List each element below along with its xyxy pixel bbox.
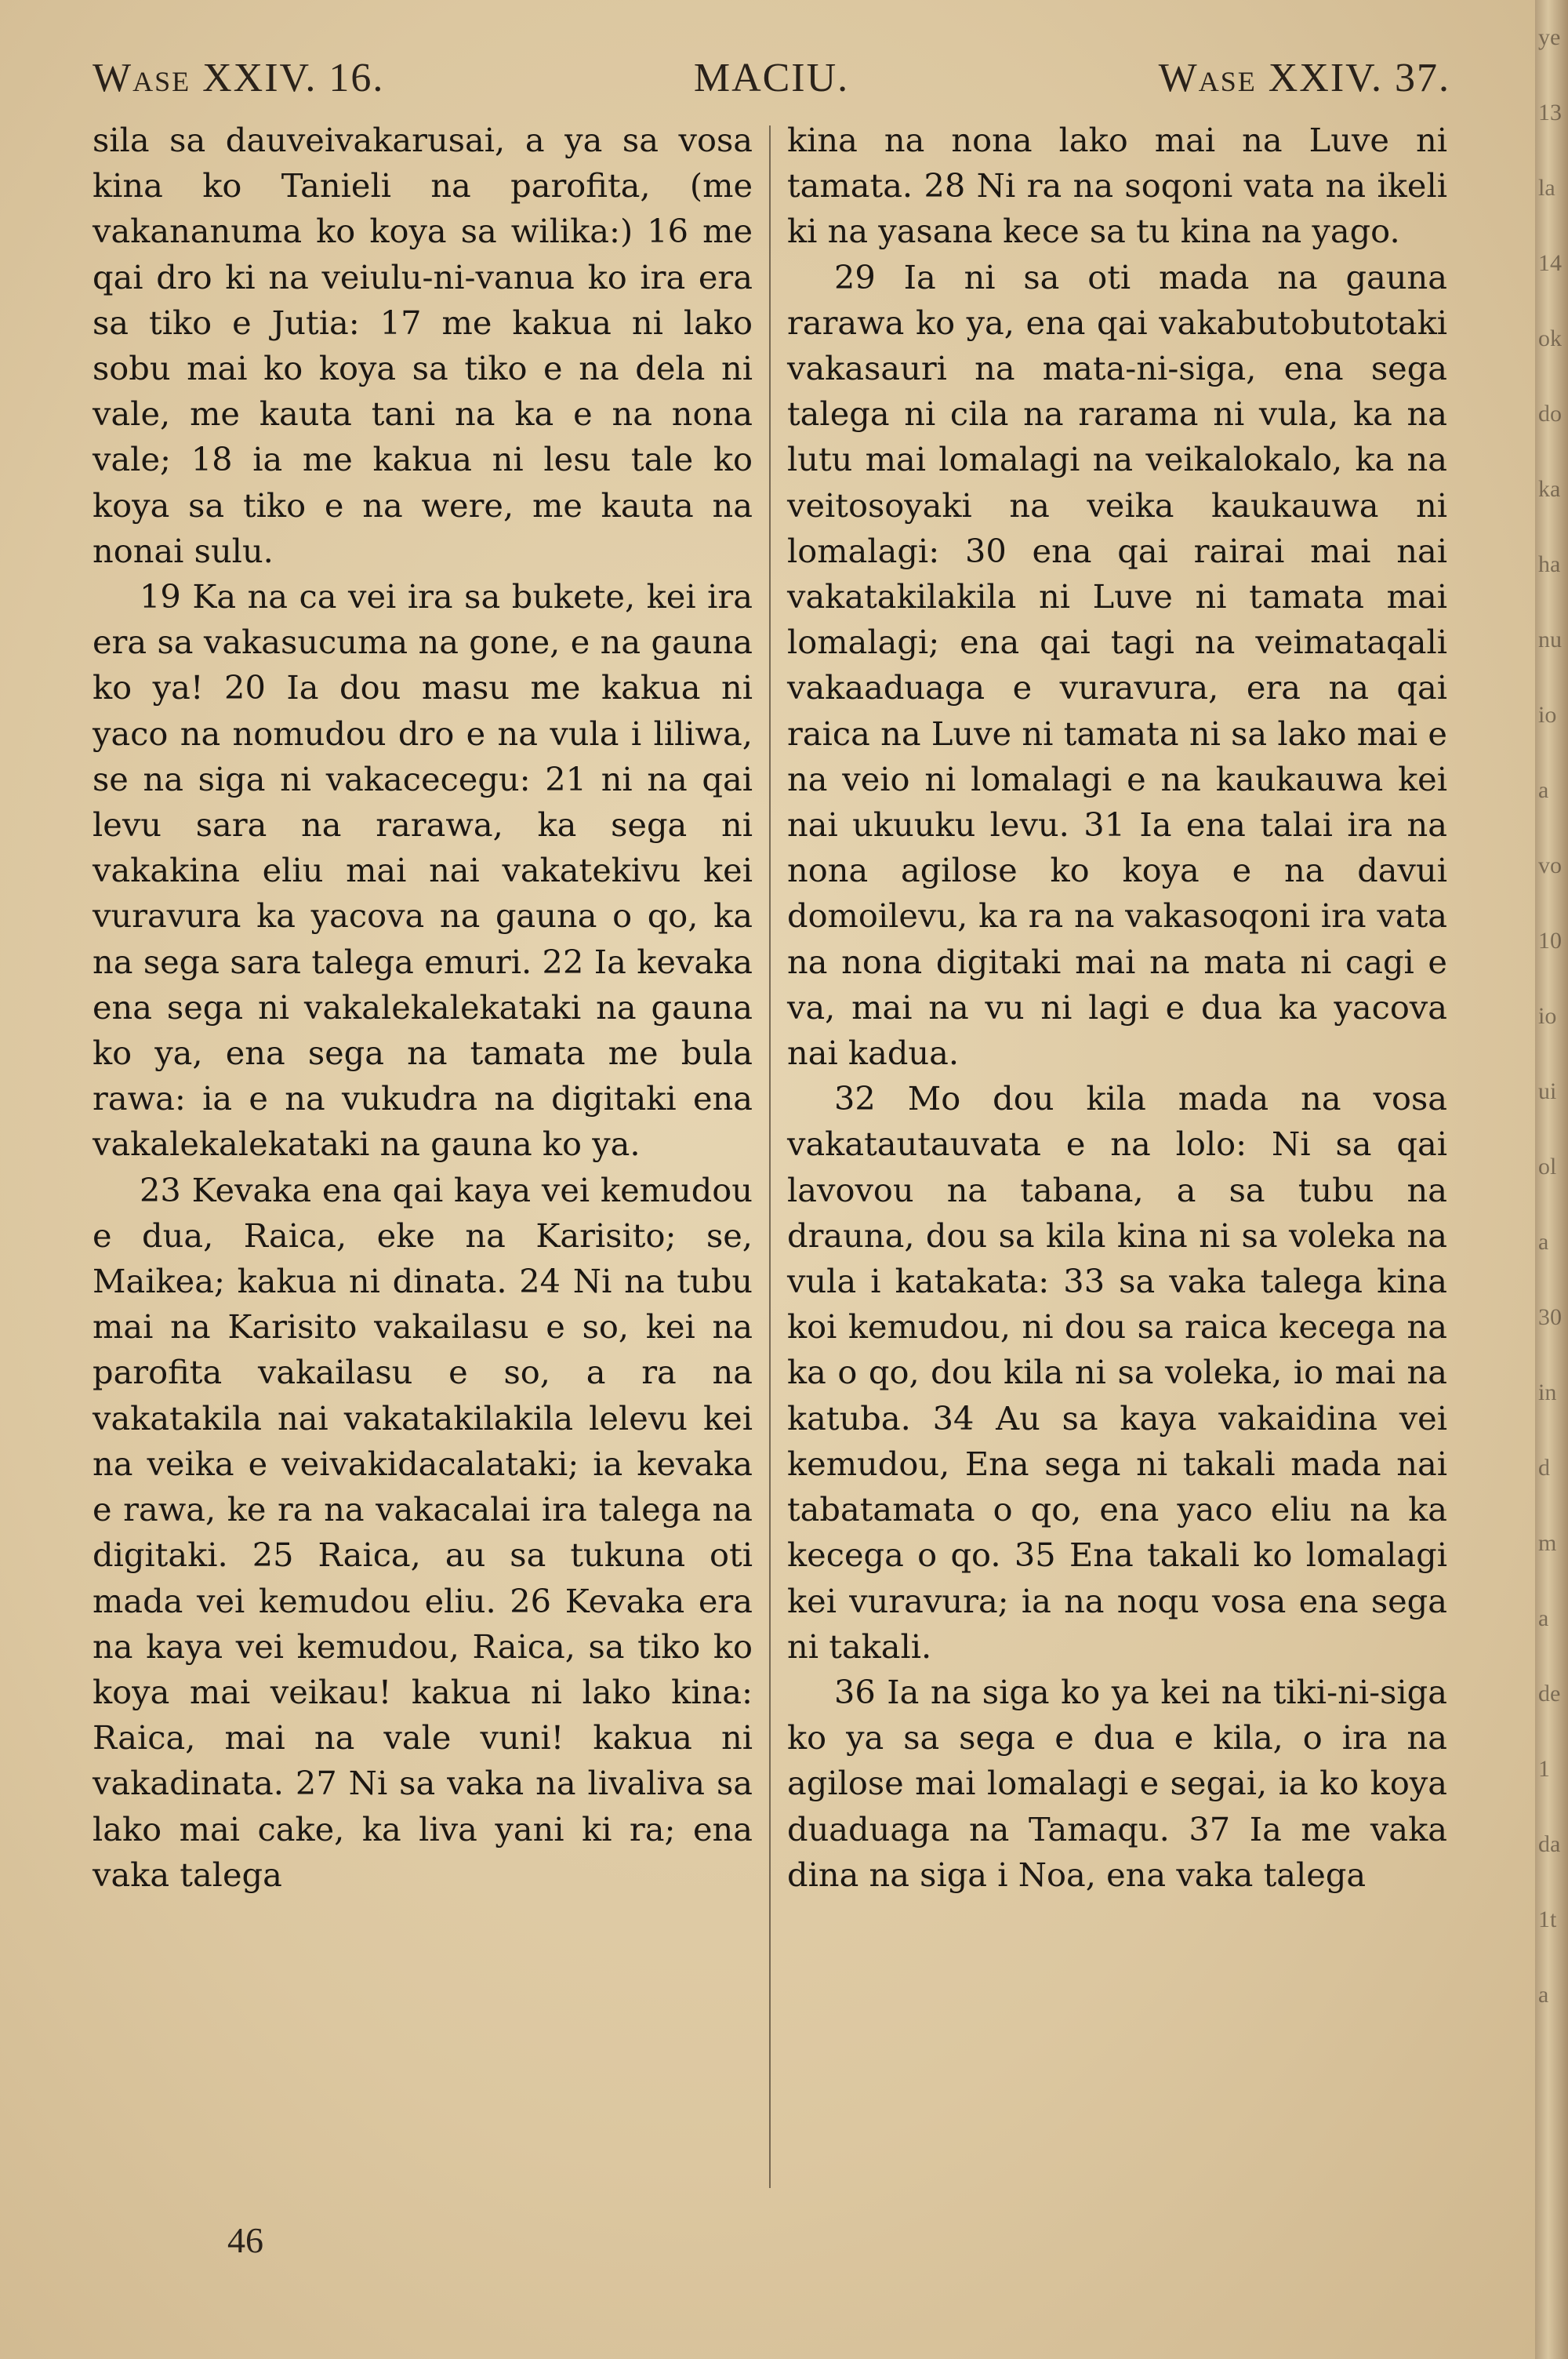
header-left: Wase XXIV. 16. (93, 56, 385, 100)
header-book-title: MACIU. (693, 56, 850, 100)
adjacent-page-text: ye 13 la 14 ok do ka ha nu io a vo 10 io ui ola 30 ind m a de 1 da 1ta (1538, 24, 1562, 2008)
right-column (787, 118, 1447, 1898)
paragraph: 36 Ia na siga ko ya kei na tiki-ni-siga ko ya sa sega e dua e kila, o ira na agilose mai lomalagi e segai, ia ko koya duaduaga na Tamaqu. 37 Ia me vaka dina na siga i Noa, ena vaka talega (787, 1672, 1447, 1894)
column-divider (769, 125, 771, 2188)
paragraph: 23 Kevaka ena qai kaya vei kemudou e dua, Raica, eke na Karisito; se, Maikea; kakua ni dinata. 24 Ni na tubu mai na Karisito vakailasu e so, kei na parofita vakailasu e so, a ra na vakatakila nai vakatakilakila lelevu kei na veika e veivakidacalataki; ia kevaka e rawa, ke ra na vakacalai ira talega na digitaki. 25 Raica, au sa tukuna oti mada vei kemudou eliu. 26 Kevaka era na kaya vei kemudou, Raica, sa tiko ko koya mai veikau! kakua ni lako kina: Raica, mai na vale vuni! kakua ni vakadinata. 27 Ni sa vaka na livaliva sa lako mai cake, ka liva yani ki ra; ena vaka talega (93, 1170, 753, 1894)
running-header (93, 55, 1450, 110)
paragraph: 29 Ia ni sa oti mada na gauna rarawa ko ya, ena qai vakabutobutotaki vakasauri na mata-ni-siga, ena sega talega ni cila na rarama ni vula, ka na lutu mai lomalagi na veikalokalo, ka na veitosoyaki na veika kaukauwa ni lomalagi: 30 ena qai rairai mai nai vakatakilakila ni Luve ni tamata mai lomalagi; ena qai tagi na veimataqali vakaaduaga e vuravura, era na qai raica na Luve ni tamata ni sa lako mai e na veio ni lomalagi e na kaukauwa kei nai ukuuku levu. 31 Ia ena talai ira na nona agilose ko koya e na davui domoilevu, ka ra na vakasoqoni ira vata na nona digitaki mai na mata ni cagi e va, mai na vu ni lagi e dua ka yacova nai kadua. (787, 257, 1447, 1073)
page-number: 46 (227, 2220, 263, 2260)
paragraph: 32 Mo dou kila mada na vosa vakatautauvata e na lolo: Ni sa qai lavovou na tabana, a sa tubu na drauna, dou sa kila kina ni sa voleka na vula i katakata: 33 sa vaka talega kina koi kemudou, ni dou sa raica kecega na ka o qo, dou kila ni sa voleka, io mai na katuba. 34 Au sa kaya vakaidina vei kemudou, Ena sega ni takali mada nai tabatamata o qo, ena yaco eliu na ka kecega o qo. 35 Ena takali ko lomalagi kei vuravura; ia na noqu vosa ena sega ni takali. (787, 1079, 1447, 1666)
paragraph: 19 Ka na ca vei ira sa bukete, kei ira era sa vakasucuma na gone, e na gauna ko ya! 20 Ia dou masu me kakua ni yaco na nomudou dro e na vula i liliwa, se na siga ni vakacecegu: 21 ni na qai levu sara na rarawa, ka sega ni vakakina eliu mai nai vakatekivu kei vuravura ka yacova na gauna o qo, ka na sega sara talega emuri. 22 Ia kevaka ena sega ni vakalekalekataki na gauna ko ya, ena sega na tamata me bula rawa: ia e na vukudra na digitaki ena vakalekalekataki na gauna ko ya. (93, 577, 753, 1164)
paragraph: kina na nona lako mai na Luve ni tamata. 28 Ni ra na soqoni vata na ikeli ki na yasana kece sa tu kina na yago. (787, 121, 1447, 251)
left-column (93, 118, 753, 1898)
paragraph: sila sa dauveivakarusai, a ya sa vosa kina ko Tanieli na parofita, (me vakananuma ko koya sa wilika:) 16 me qai dro ki na veiulu-ni-vanua ko ira era sa tiko e Jutia: 17 me kakua ni lako sobu mai ko koya sa tiko e na dela ni vale, me kauta tani na ka e na nona vale; 18 ia me kakua ni lesu tale ko koya sa tiko e na were, me kauta na nonai sulu. (93, 121, 753, 570)
header-right: Wase XXIV. 37. (1158, 56, 1450, 100)
